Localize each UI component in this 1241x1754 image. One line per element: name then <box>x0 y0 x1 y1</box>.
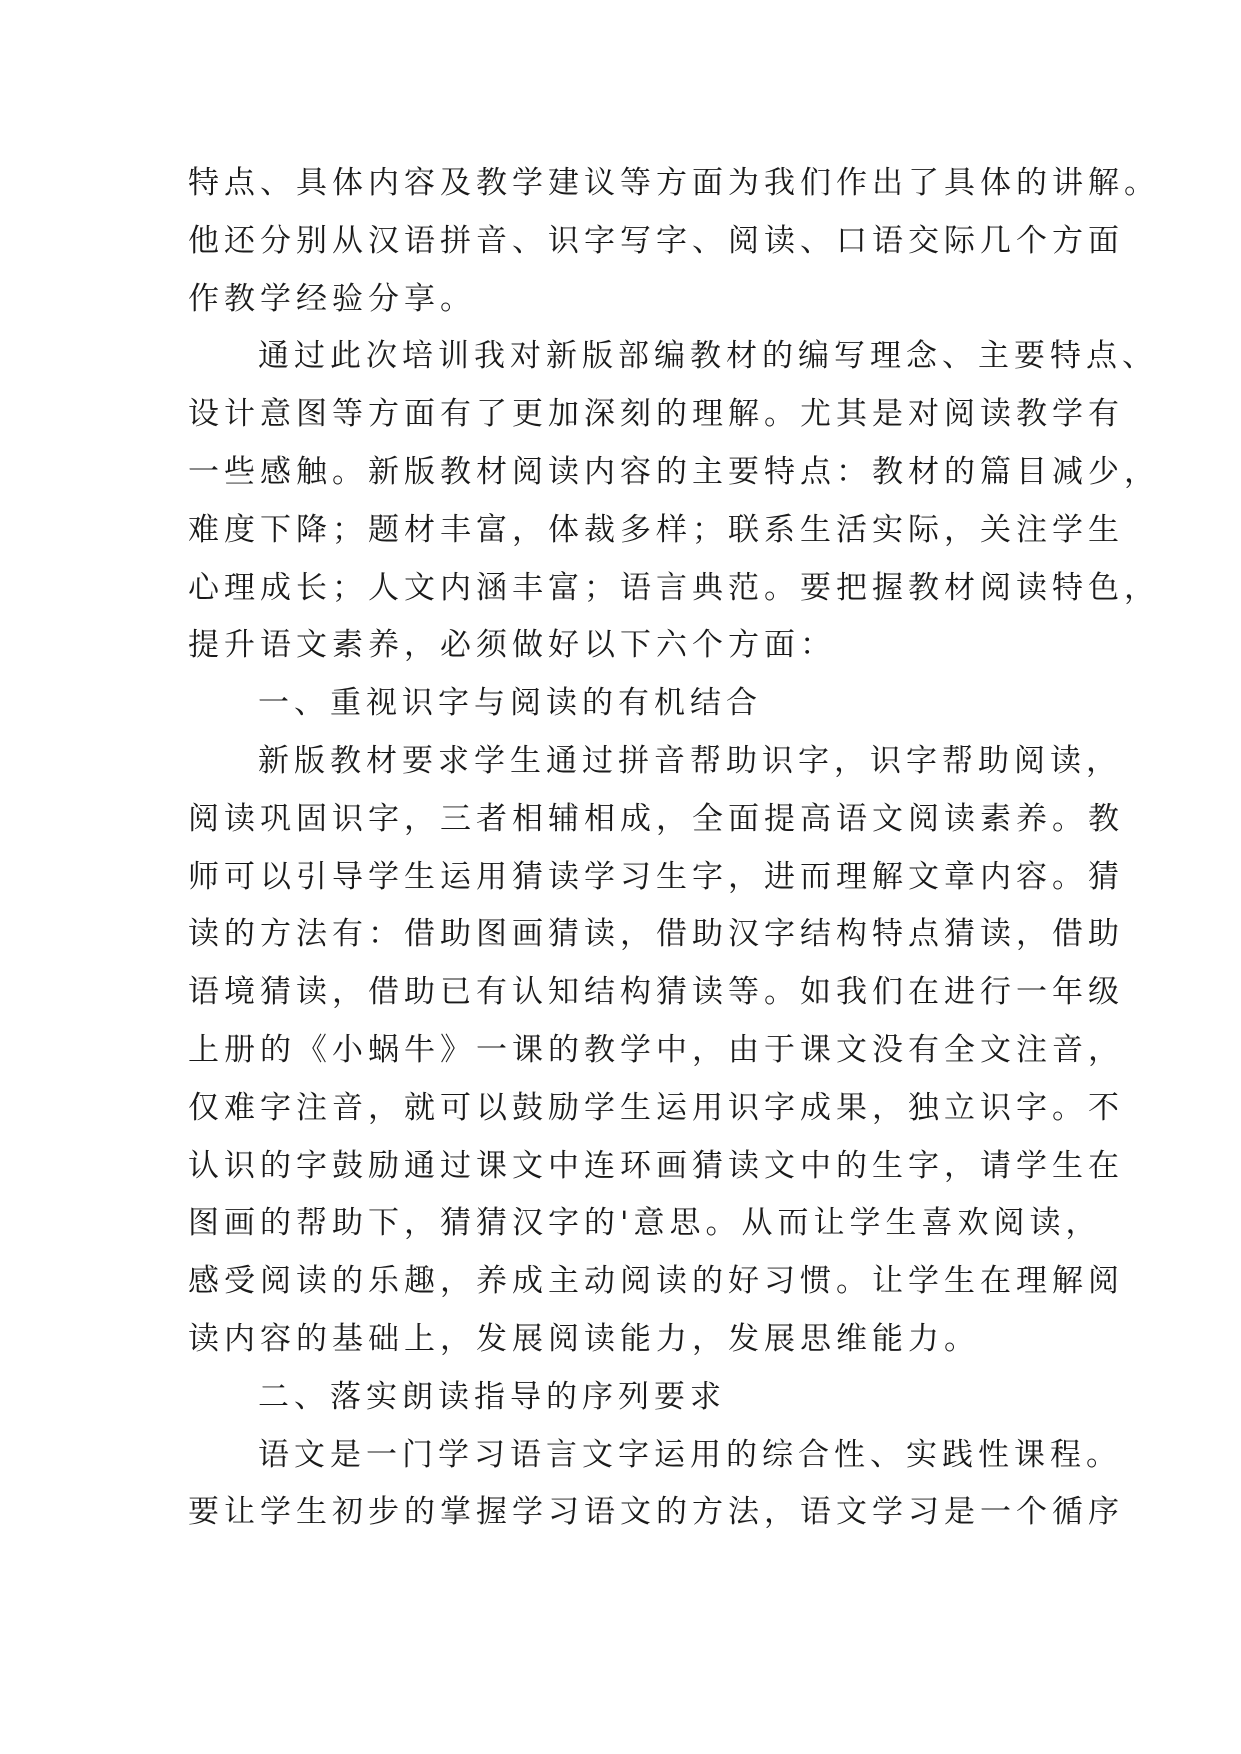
text-line: 要让学生初步的掌握学习语文的方法，语文学习是一个循序 <box>188 1494 1124 1531</box>
text-line: 提升语文素养，必须做好以下六个方面： <box>188 627 836 664</box>
text-line: 新版教材要求学生通过拼音帮助识字，识字帮助阅读， <box>258 742 1122 779</box>
text-line: 二、落实朗读指导的序列要求 <box>258 1378 726 1415</box>
text-line: 难度下降；题材丰富，体裁多样；联系生活实际，关注学生 <box>188 511 1124 548</box>
text-line: 一、重视识字与阅读的有机结合 <box>258 685 762 722</box>
text-line: 师可以引导学生运用猜读学习生字，进而理解文章内容。猜 <box>188 858 1124 895</box>
text-line: 一些感触。新版教材阅读内容的主要特点：教材的篇目减少， <box>188 453 1160 490</box>
text-line: 作教学经验分享。 <box>188 280 476 317</box>
document-body <box>188 155 1160 1542</box>
text-line: 特点、具体内容及教学建议等方面为我们作出了具体的讲解。 <box>188 165 1160 201</box>
text-line: 设计意图等方面有了更加深刻的理解。尤其是对阅读教学有 <box>188 396 1124 433</box>
text-line: 上册的《小蜗牛》一课的教学中，由于课文没有全文注音， <box>188 1031 1124 1068</box>
text-line: 感受阅读的乐趣，养成主动阅读的好习惯。让学生在理解阅 <box>188 1263 1124 1300</box>
text-line: 仅难字注音，就可以鼓励学生运用识字成果，独立识字。不 <box>188 1089 1124 1126</box>
text-line: 语文是一门学习语言文字运用的综合性、实践性课程。 <box>258 1436 1122 1473</box>
text-line: 认识的字鼓励通过课文中连环画猜读文中的生字，请学生在 <box>188 1147 1124 1184</box>
text-line: 通过此次培训我对新版部编教材的编写理念、主要特点、 <box>258 338 1158 375</box>
text-line: 读内容的基础上，发展阅读能力，发展思维能力。 <box>188 1320 980 1357</box>
text-line: 语境猜读，借助已有认知结构猜读等。如我们在进行一年级 <box>188 974 1124 1011</box>
text-line: 读的方法有：借助图画猜读，借助汉字结构特点猜读，借助 <box>188 916 1124 953</box>
text-line: 他还分别从汉语拼音、识字写字、阅读、口语交际几个方面 <box>188 222 1124 259</box>
text-line: 图画的帮助下，猜猜汉字的'意思。从而让学生喜欢阅读， <box>188 1205 1102 1242</box>
text-line: 心理成长；人文内涵丰富；语言典范。要把握教材阅读特色， <box>188 569 1160 606</box>
text-line: 阅读巩固识字，三者相辅相成，全面提高语文阅读素养。教 <box>188 800 1124 837</box>
